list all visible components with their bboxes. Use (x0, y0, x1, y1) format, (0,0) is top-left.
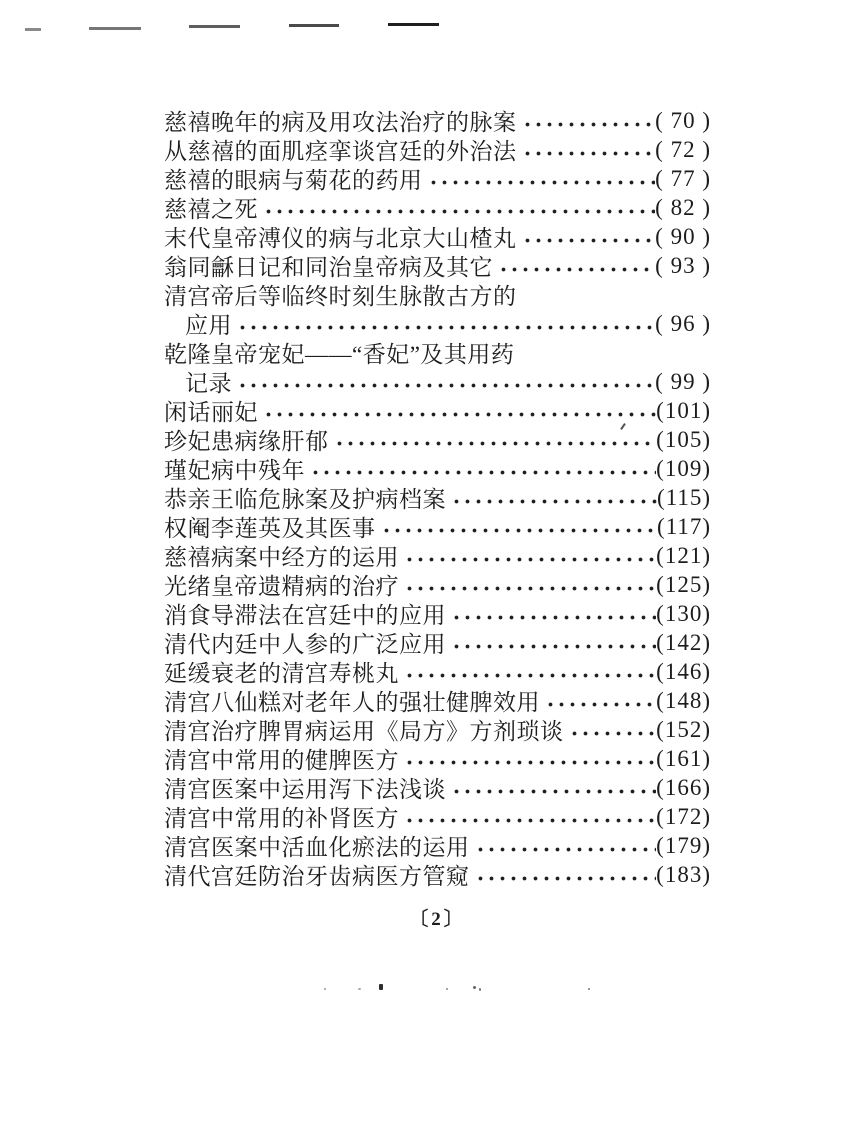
toc-entry (164, 280, 711, 309)
toc-entry (164, 454, 711, 483)
toc-entry-title: 清宫中常用的补肾医方 (164, 806, 399, 831)
toc-entry-title: 慈禧之死 (164, 197, 258, 222)
dot-leader (473, 860, 657, 889)
toc-entry-title: 清代宫廷防治牙齿病医方管窥 (164, 864, 470, 889)
toc-entry (164, 396, 711, 425)
toc-entry-title: 瑾妃病中残年 (164, 458, 305, 483)
toc-entry-title: 清宫中常用的健脾医方 (164, 748, 399, 773)
toc-entry-title: 末代皇帝溥仪的病与北京大山楂丸 (164, 226, 517, 251)
toc-entry-continuation (164, 367, 711, 396)
toc-entry (164, 251, 711, 280)
scan-speck (446, 988, 448, 990)
scan-artifact-line (89, 27, 141, 30)
dot-leader (449, 773, 656, 802)
toc-entry-title: 慈禧晚年的病及用攻法治疗的脉案 (164, 110, 517, 135)
page-number: (105) (656, 426, 711, 452)
dot-leader (449, 599, 656, 628)
dot-leader (261, 193, 655, 222)
toc-entry-title: 慈禧的眼病与菊花的药用 (164, 168, 423, 193)
toc-entry (164, 860, 711, 889)
page-number: (146) (656, 658, 711, 684)
toc-entry-title: 清宫八仙糕对老年人的强壮健脾效用 (164, 690, 540, 715)
page-number: (179) (656, 832, 711, 858)
scan-speck (588, 988, 590, 990)
toc-entry (164, 628, 711, 657)
page-number: (121) (656, 542, 711, 568)
toc-entry (164, 222, 711, 251)
toc-entry (164, 831, 711, 860)
dot-leader (520, 106, 656, 135)
toc-entry-title: 珍妃患病缘肝郁 (164, 429, 329, 454)
dot-leader (473, 831, 657, 860)
toc-entry-title: 权阉李莲英及其医事 (164, 516, 376, 541)
table-of-contents (164, 106, 711, 889)
toc-entry (164, 802, 711, 831)
page-number: ( 90 ) (655, 223, 711, 249)
toc-entry (164, 193, 711, 222)
scan-speck (473, 986, 476, 989)
dot-leader (426, 164, 656, 193)
page-number: (115) (657, 484, 711, 510)
page-number: (109) (656, 455, 711, 481)
toc-entry (164, 512, 711, 541)
dot-leader (308, 454, 656, 483)
dot-leader (449, 628, 656, 657)
dot-leader (520, 135, 656, 164)
toc-entry (164, 657, 711, 686)
page-number: (101) (656, 397, 711, 423)
page-number: (172) (656, 803, 711, 829)
page-number: (148) (656, 687, 711, 713)
page-number: (117) (657, 513, 711, 539)
toc-entry-title: 延缓衰老的清宫寿桃丸 (164, 661, 399, 686)
toc-entry (164, 686, 711, 715)
toc-entry-title: 乾隆皇帝宠妃——“香妃”及其用药 (164, 342, 515, 367)
page-number: (125) (656, 571, 711, 597)
toc-entry-continuation (164, 309, 711, 338)
page-number: ( 70 ) (655, 107, 711, 133)
dot-leader (402, 570, 656, 599)
dot-leader (235, 309, 655, 338)
scan-speck (379, 984, 383, 990)
toc-entry-title: 翁同龢日记和同治皇帝病及其它 (164, 255, 493, 280)
dot-leader (235, 367, 655, 396)
dot-leader (379, 512, 658, 541)
scan-artifact-line (289, 24, 339, 27)
dot-leader (449, 483, 657, 512)
toc-entry (164, 106, 711, 135)
scan-artifact-line (388, 23, 439, 26)
page-number: (183) (656, 861, 711, 887)
dot-leader (543, 686, 656, 715)
page-footer-number: 〔2〕 (409, 909, 466, 930)
page-number: ( 82 ) (655, 194, 711, 220)
toc-entry (164, 599, 711, 628)
toc-entry (164, 541, 711, 570)
toc-entry-title: 应用 (185, 313, 232, 338)
dot-leader (520, 222, 656, 251)
dot-leader (402, 541, 656, 570)
dot-leader (332, 425, 657, 454)
toc-entry (164, 744, 711, 773)
toc-entry-title: 恭亲王临危脉案及护病档案 (164, 487, 446, 512)
scan-speck (324, 988, 326, 990)
page-number: (130) (656, 600, 711, 626)
toc-entry (164, 715, 711, 744)
dot-leader (567, 715, 657, 744)
scan-speck (479, 988, 481, 991)
scan-speck (358, 988, 361, 990)
page-number: ( 77 ) (655, 165, 711, 191)
toc-entry-title: 消食导滞法在宫廷中的应用 (164, 603, 446, 628)
toc-entry-title: 从慈禧的面肌痉挛谈宫廷的外治法 (164, 139, 517, 164)
toc-entry (164, 338, 711, 367)
toc-entry (164, 135, 711, 164)
toc-entry (164, 483, 711, 512)
page-number: ( 93 ) (655, 252, 711, 278)
toc-entry-title: 清宫帝后等临终时刻生脉散古方的 (164, 284, 517, 309)
toc-entry-title: 清宫医案中活血化瘀法的运用 (164, 835, 470, 860)
page-number: (166) (656, 774, 711, 800)
toc-entry (164, 164, 711, 193)
toc-entry (164, 773, 711, 802)
toc-entry-title: 清宫医案中运用泻下法浅谈 (164, 777, 446, 802)
page-number: ( 96 ) (655, 310, 711, 336)
page-number: (152) (656, 716, 711, 742)
scan-artifact-line (25, 28, 41, 31)
toc-entry-title: 闲话丽妃 (164, 400, 258, 425)
page-number: (142) (656, 629, 711, 655)
toc-entry (164, 570, 711, 599)
toc-entry-title: 记录 (185, 371, 232, 396)
toc-entry-title: 慈禧病案中经方的运用 (164, 545, 399, 570)
dot-leader (402, 802, 656, 831)
toc-entry-title: 光绪皇帝遗精病的治疗 (164, 574, 399, 599)
page-number: ( 72 ) (655, 136, 711, 162)
page-number: ( 99 ) (655, 368, 711, 394)
dot-leader (402, 744, 656, 773)
dot-leader (261, 396, 656, 425)
scan-artifact-line (189, 25, 240, 28)
toc-entry-title: 清宫治疗脾胃病运用《局方》方剂琐谈 (164, 719, 564, 744)
page-number: (161) (656, 745, 711, 771)
toc-entry-title: 清代内廷中人参的广泛应用 (164, 632, 446, 657)
toc-entry (164, 425, 711, 454)
dot-leader (496, 251, 655, 280)
dot-leader (402, 657, 656, 686)
